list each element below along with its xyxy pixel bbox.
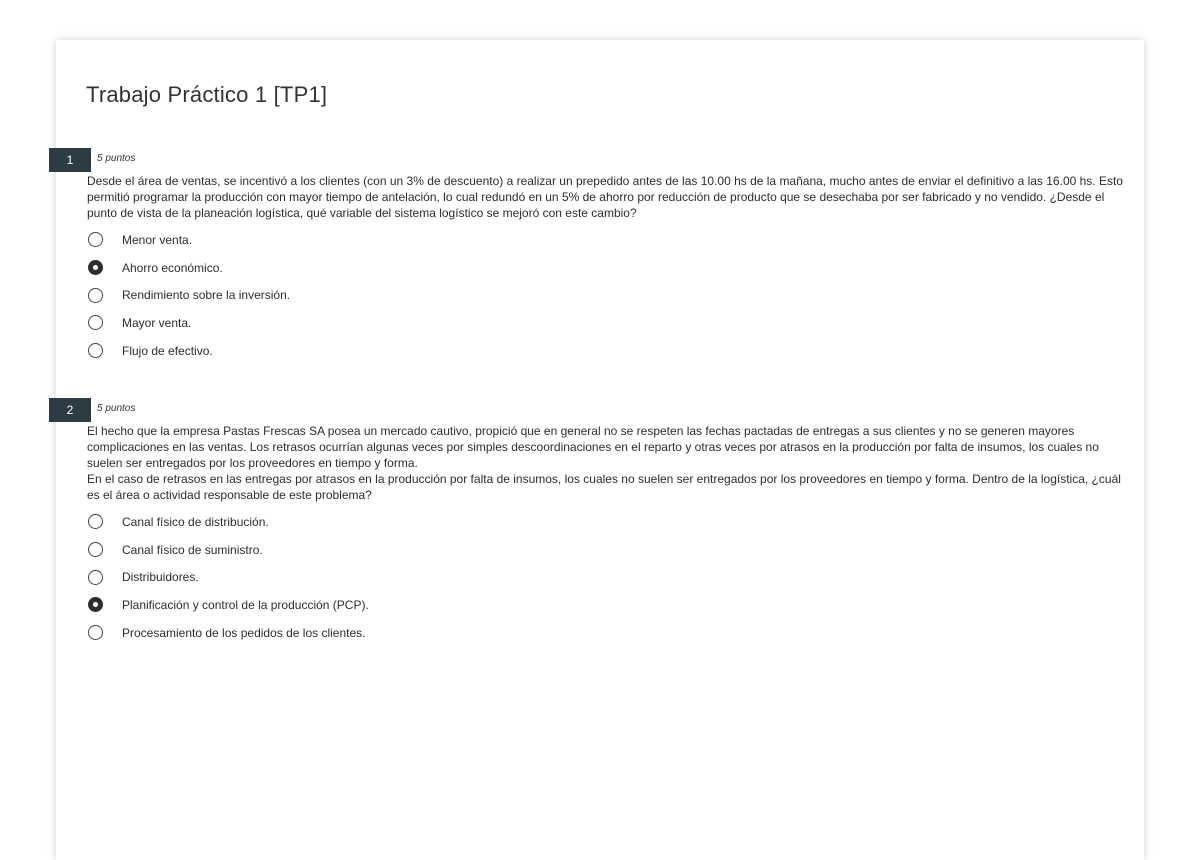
answer-options <box>88 226 290 364</box>
answer-option-label: Canal físico de suministro. <box>122 542 263 557</box>
radio-button-selected[interactable] <box>88 597 103 612</box>
answer-option-label: Rendimiento sobre la inversión. <box>122 288 291 303</box>
question-paragraph: El hecho que la empresa Pastas Frescas SA posea un mercado cautivo, propició que en general no se respeten las fechas pactadas de entregas a sus clientes y no se generen mayores complicaciones en las ventas. Los retrasos ocurrían algunas veces por simples descoordinaciones en el reparto y otras veces por atrasos en la producción por falta de insumos, los cuales no suelen ser entregados por los proveedores en tiempo y forma. <box>87 424 1099 470</box>
answer-option[interactable] <box>88 281 290 309</box>
radio-button[interactable] <box>88 288 103 303</box>
quiz-title: Trabajo Práctico 1 [TP1] <box>86 82 328 107</box>
radio-button[interactable] <box>88 315 103 330</box>
radio-button[interactable] <box>88 514 103 529</box>
question-points: 5 puntos <box>97 153 136 164</box>
question-text <box>87 173 1129 221</box>
answer-option-label: Ahorro económico. <box>122 260 223 275</box>
question-paragraph: Desde el área de ventas, se incentivó a los clientes (con un 3% de descuento) a realizar un prepedido antes de las 10.00 hs de la mañana, mucho antes de enviar el definitivo a las 16.00 hs. Esto permitió programar la producción con mayor tiempo de antelación, lo cual redundó en un 5% de ahorro por reducción de producto que se desechaba por ser fabricado y no vendido. ¿Desde el punto de vista de la planeación logística, qué variable del sistema logístico se mejoró con este cambio? <box>87 174 1123 220</box>
question-text <box>87 423 1129 503</box>
answer-option-label: Mayor venta. <box>122 315 192 330</box>
answer-option[interactable] <box>88 309 290 337</box>
radio-button[interactable] <box>88 343 103 358</box>
answer-option[interactable] <box>88 563 369 591</box>
answer-option[interactable] <box>88 591 369 619</box>
answer-option[interactable] <box>88 508 369 536</box>
radio-button-selected[interactable] <box>88 260 103 275</box>
answer-option-label: Procesamiento de los pedidos de los clientes. <box>122 625 366 640</box>
answer-option-label: Menor venta. <box>122 232 193 247</box>
answer-option-label: Canal físico de distribución. <box>122 514 269 529</box>
answer-option-label: Planificación y control de la producción (PCP). <box>122 597 369 612</box>
answer-option[interactable] <box>88 254 290 282</box>
answer-option-label: Flujo de efectivo. <box>122 343 213 358</box>
answer-option-label: Distribuidores. <box>122 570 199 585</box>
radio-button[interactable] <box>88 542 103 557</box>
answer-options <box>88 508 369 646</box>
radio-button[interactable] <box>88 570 103 585</box>
question-points: 5 puntos <box>97 403 136 414</box>
question-number: 1 <box>49 148 91 172</box>
answer-option[interactable] <box>88 226 290 254</box>
answer-option[interactable] <box>88 536 369 564</box>
answer-option[interactable] <box>88 619 369 647</box>
question-number: 2 <box>49 398 91 422</box>
question-paragraph: En el caso de retrasos en las entregas por atrasos en la producción por falta de insumos, los cuales no suelen ser entregados por los proveedores en tiempo y forma. Dentro de la logística, ¿cuál es el área o actividad responsable de este problema? <box>87 472 1121 502</box>
radio-button[interactable] <box>88 625 103 640</box>
radio-button[interactable] <box>88 232 103 247</box>
answer-option[interactable] <box>88 337 290 365</box>
